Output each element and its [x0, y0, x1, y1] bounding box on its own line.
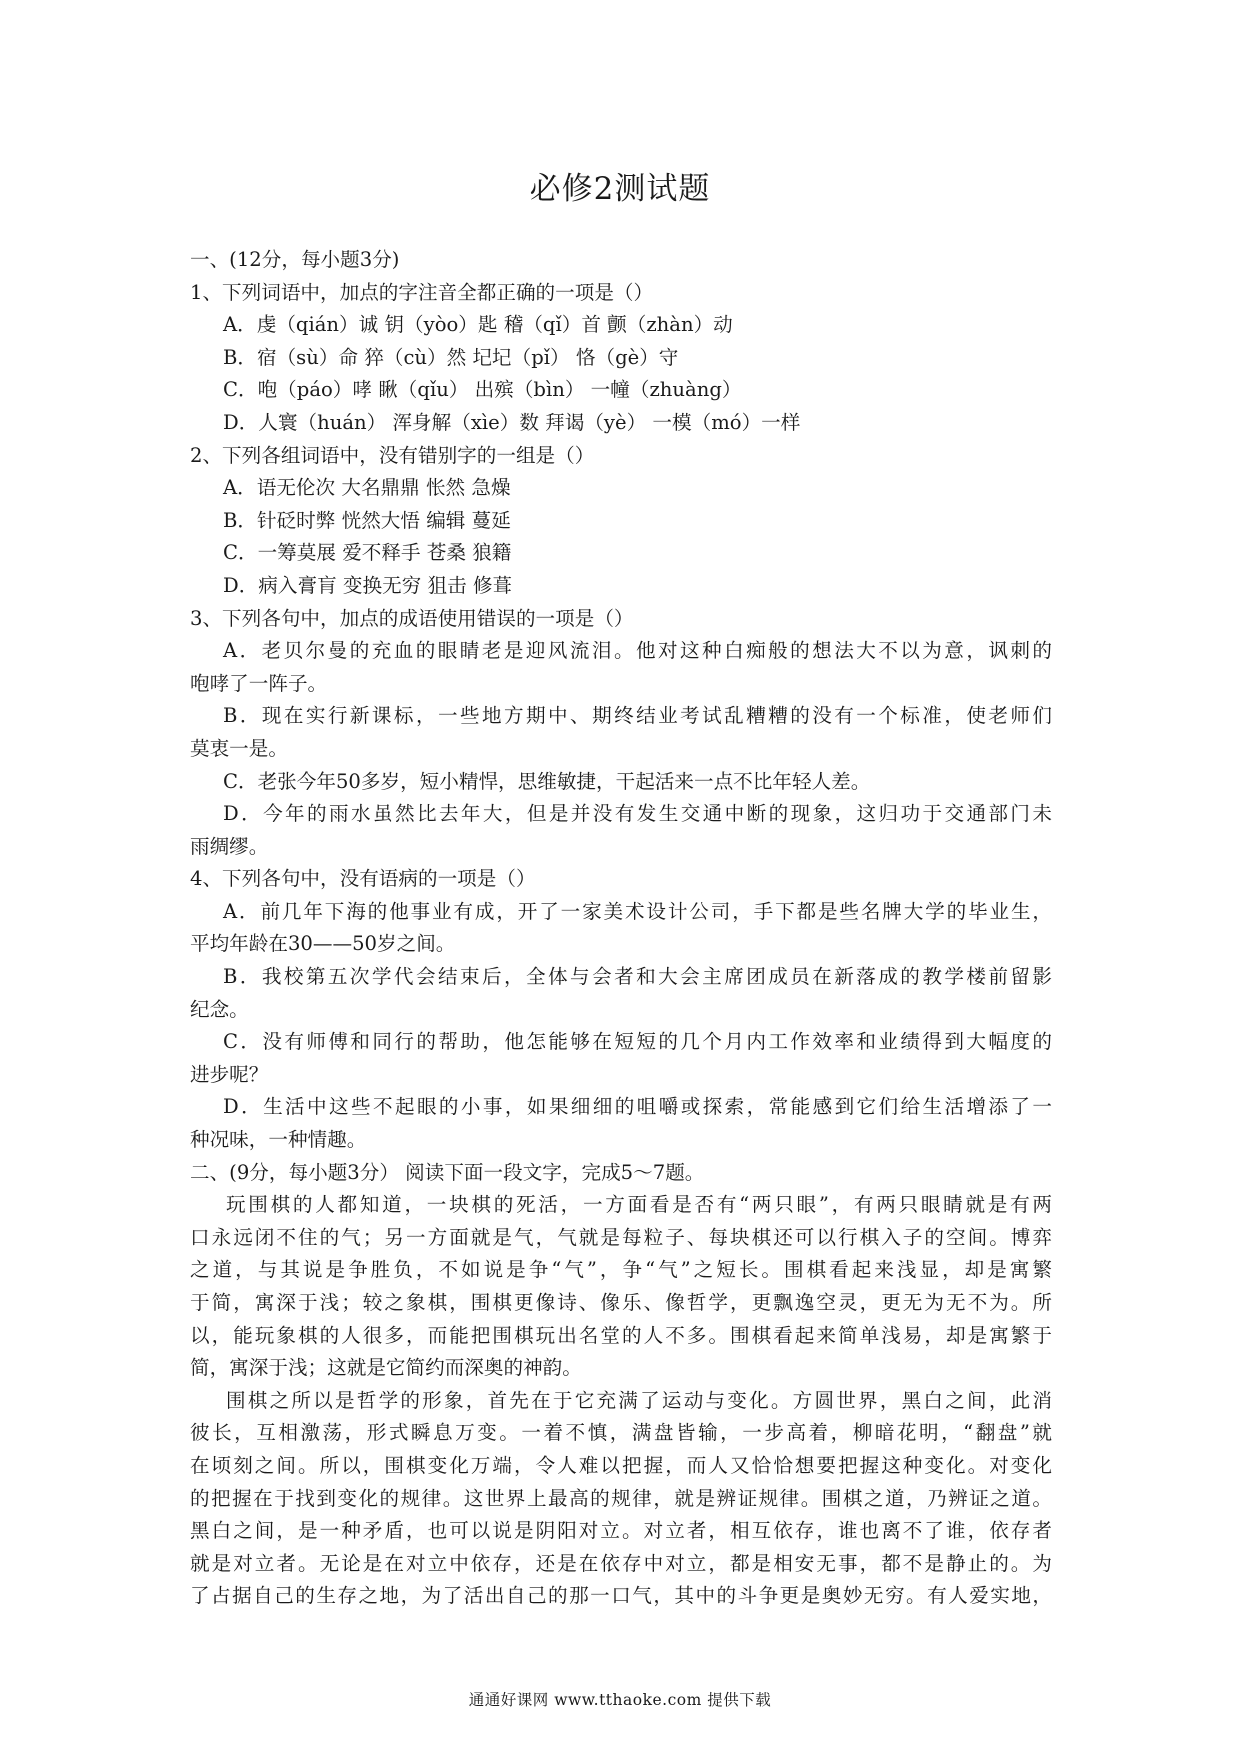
- passage-paragraph-2-line-7: 了占据自己的生存之地，为了活出自己的那一口气，其中的斗争更是奥妙无穷。有人爱实地，: [190, 1584, 1052, 1608]
- passage-paragraph-1-line-3: 之道，与其说是争胜负，不如说是争“气”，争“气”之短长。围棋看起来浅显，却是寓繁: [190, 1258, 1052, 1282]
- passage-paragraph-1-line-1: 玩围棋的人都知道，一块棋的死活，一方面看是否有“两只眼”，有两只眼睛就是有两: [226, 1193, 1052, 1217]
- question-2-option-c: C．一筹莫展 爱不释手 苍桑 狼籍: [223, 541, 512, 565]
- passage-paragraph-2-line-3: 在顷刻之间。所以，围棋变化万端，令人难以把握，而人又恰恰想要把握这种变化。对变化: [190, 1453, 1052, 1477]
- question-3-option-d-line1: D．今年的雨水虽然比去年大，但是并没有发生交通中断的现象，这归功于交通部门未: [223, 802, 1052, 826]
- passage-paragraph-2-line-1: 围棋之所以是哲学的形象，首先在于它充满了运动与变化。方圆世界，黑白之间，此消: [226, 1388, 1052, 1412]
- question-1-option-b: B．宿（sù）命 猝（cù）然 圮圮（pǐ） 恪（gè）守: [223, 345, 679, 369]
- exam-content: [190, 244, 1052, 1613]
- question-2-option-d: D．病入膏肓 变换无穷 狙击 修葺: [223, 573, 513, 597]
- question-3-option-c: C．老张今年50多岁，短小精悍，思维敏捷，干起活来一点不比年轻人差。: [223, 769, 871, 793]
- passage-paragraph-2-line-4: 的把握在于找到变化的规律。这世界上最高的规律，就是辨证规律。围棋之道，乃辨证之道。: [190, 1486, 1052, 1510]
- question-4-option-a-line2: 平均年龄在30——50岁之间。: [190, 932, 456, 956]
- question-3-option-a-line1: A．老贝尔曼的充血的眼睛老是迎风流泪。他对这种白痴般的想法大不以为意，讽刺的: [223, 639, 1052, 663]
- passage-paragraph-2-line-5: 黑白之间，是一种矛盾，也可以说是阴阳对立。对立者，相互依存，谁也离不了谁，依存者: [190, 1519, 1052, 1543]
- question-2-option-b: B．针砭时弊 恍然大悟 编辑 蔓延: [223, 508, 511, 532]
- page-footer: 通通好课网 www.tthaoke.com 提供下载: [468, 1691, 772, 1709]
- question-4-option-b-line2: 纪念。: [190, 997, 249, 1021]
- passage-paragraph-1-line-2: 口永远闭不住的气；另一方面就是气，气就是每粒子、每块棋还可以行棋入子的空间。博弈: [190, 1225, 1052, 1249]
- question-1-option-d: D．人寰（huán） 浑身解（xìe）数 拜谒（yè） 一模（mó）一样: [223, 410, 801, 434]
- question-2-option-a: A．语无伦次 大名鼎鼎 怅然 急燥: [223, 476, 511, 500]
- section-1-header: 一、(12分，每小题3分): [190, 248, 400, 271]
- question-1-option-a: A．虔（qián）诚 钥（yòo）匙 稽（qǐ）首 颤（zhàn）动: [223, 313, 733, 337]
- question-4-option-d-line2: 种况味，一种情趣。: [190, 1128, 367, 1152]
- question-3-option-a-line2: 咆哮了一阵子。: [190, 671, 328, 695]
- passage-paragraph-1-line-4: 于简，寓深于浅；较之象棋，围棋更像诗、像乐、像哲学，更飘逸空灵，更无为无不为。所: [190, 1291, 1052, 1314]
- passage-paragraph-2-line-2: 彼长，互相激荡，形式瞬息万变。一着不慎，满盘皆输，一步高着，柳暗花明，“翻盘”就: [190, 1421, 1052, 1445]
- passage-paragraph-1-line-5: 以，能玩象棋的人很多，而能把围棋玩出名堂的人不多。围棋看起来简单浅易，却是寓繁于: [190, 1323, 1052, 1347]
- question-3-stem: 3、下列各句中，加点的成语使用错误的一项是（）: [190, 606, 634, 630]
- question-4-option-d-line1: D．生活中这些不起眼的小事，如果细细的咀嚼或探索，常能感到它们给生活增添了一: [223, 1095, 1052, 1119]
- question-4-option-b-line1: B．我校第五次学代会结束后，全体与会者和大会主席团成员在新落成的教学楼前留影: [223, 965, 1052, 989]
- question-3-option-d-line2: 雨绸缪。: [190, 834, 269, 858]
- question-3-option-b-line2: 莫衷一是。: [190, 736, 288, 760]
- question-4-stem: 4、下列各句中，没有语病的一项是（）: [190, 867, 536, 891]
- question-1-option-c: C．咆（páo）哮 瞅（qǐu） 出殡（bìn） 一幢（zhuàng）: [223, 378, 742, 402]
- passage-paragraph-2-line-6: 就是对立者。无论是在对立中依存，还是在依存中对立，都是相安无事，都不是静止的。为: [190, 1551, 1052, 1575]
- question-4-option-c-line2: 进步呢？: [190, 1062, 269, 1086]
- passage-paragraph-1-line-6: 简，寓深于浅；这就是它简约而深奥的神韵。: [190, 1356, 582, 1380]
- question-4-option-a-line1: A．前几年下海的他事业有成，开了一家美术设计公司，手下都是些名牌大学的毕业生，: [223, 899, 1052, 923]
- question-4-option-c-line1: C．没有师傅和同行的帮助，他怎能够在短短的几个月内工作效率和业绩得到大幅度的: [223, 1030, 1052, 1054]
- question-2-stem: 2、下列各组词语中，没有错别字的一组是（）: [190, 443, 595, 467]
- question-3-option-b-line1: B．现在实行新课标，一些地方期中、期终结业考试乱糟糟的没有一个标准，使老师们: [223, 704, 1052, 728]
- question-1-stem: 1、下列词语中，加点的字注音全都正确的一项是（）: [190, 280, 654, 304]
- page-title: 必修2测试题: [529, 171, 711, 207]
- section-2-header: 二、(9分，每小题3分） 阅读下面一段文字，完成5～7题。: [190, 1160, 705, 1184]
